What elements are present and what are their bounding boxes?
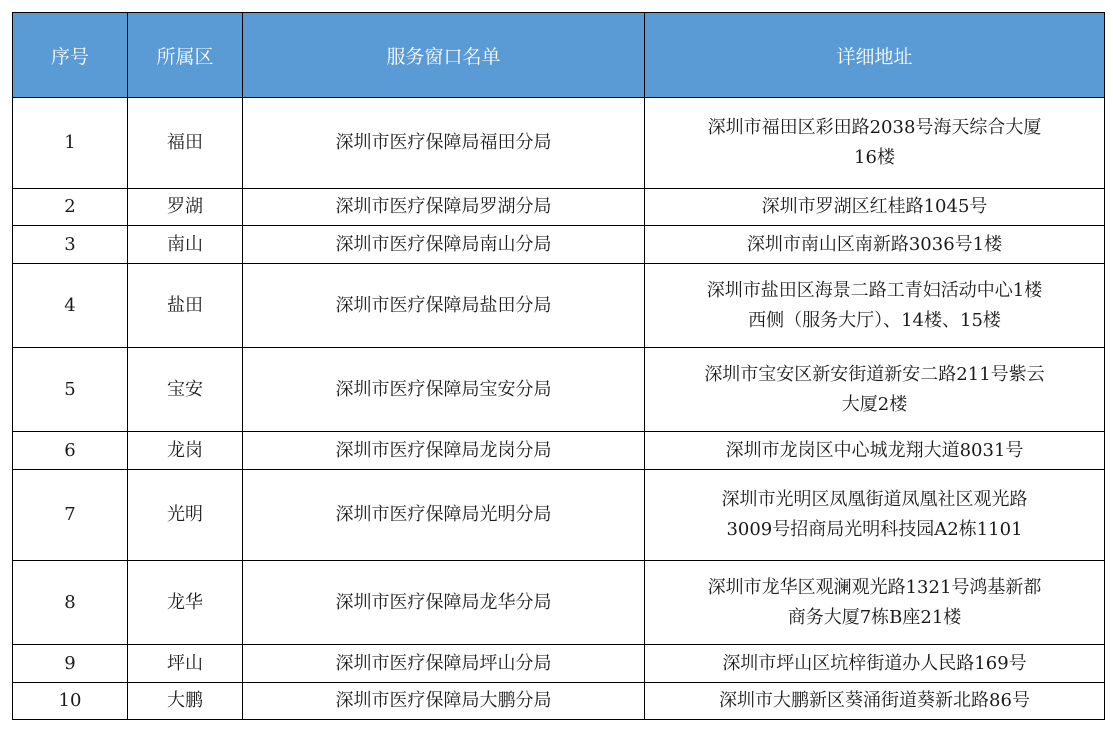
- cell-name: 深圳市医疗保障局福田分局: [243, 98, 645, 189]
- cell-no: 7: [13, 470, 128, 561]
- table-row: [13, 226, 1105, 264]
- address-line: 深圳市宝安区新安街道新安二路211号紫云: [704, 363, 1045, 385]
- address-line: 深圳市福田区彩田路2038号海天综合大厦: [707, 117, 1042, 138]
- address-line: 深圳市龙岗区中心城龙翔大道8031号: [725, 439, 1024, 461]
- header-district: 所属区: [128, 13, 243, 98]
- cell-district: 盐田: [128, 264, 243, 348]
- cell-district: 宝安: [128, 348, 243, 432]
- address-line: 深圳市光明区凤凰街道凤凰社区观光路: [721, 489, 1028, 510]
- address-line: 西侧（服务大厅）、14楼、15楼: [748, 309, 1001, 331]
- cell-district: 龙岗: [128, 432, 243, 470]
- cell-district: 坪山: [128, 645, 243, 683]
- address-line: 3009号招商局光明科技园A2栋1101: [726, 519, 1023, 540]
- address-line: 深圳市坪山区坑梓街道办人民路169号: [722, 652, 1027, 674]
- cell-no: 10: [13, 683, 128, 720]
- cell-name: 深圳市医疗保障局盐田分局: [243, 264, 645, 348]
- cell-name: 深圳市医疗保障局南山分局: [243, 226, 645, 264]
- table-header-row: [13, 13, 1105, 98]
- cell-district: 龙华: [128, 561, 243, 645]
- cell-name: 深圳市医疗保障局罗湖分局: [243, 189, 645, 226]
- cell-name: 深圳市医疗保障局大鹏分局: [243, 683, 645, 720]
- cell-no: 8: [13, 561, 128, 645]
- table-row: [13, 264, 1105, 348]
- address-line: 深圳市大鹏新区葵涌街道葵新北路86号: [719, 690, 1030, 711]
- table-row: [13, 189, 1105, 226]
- cell-no: 9: [13, 645, 128, 683]
- cell-address: [645, 645, 1105, 683]
- header-name: 服务窗口名单: [243, 13, 645, 98]
- cell-name: 深圳市医疗保障局龙华分局: [243, 561, 645, 645]
- address-line: 大厦2楼: [841, 393, 908, 415]
- cell-district: 福田: [128, 98, 243, 189]
- cell-district: 罗湖: [128, 189, 243, 226]
- cell-address: [645, 226, 1105, 264]
- header-address: 详细地址: [645, 13, 1105, 98]
- cell-address: [645, 432, 1105, 470]
- address-line: 16楼: [854, 147, 895, 168]
- cell-name: 深圳市医疗保障局光明分局: [243, 470, 645, 561]
- cell-address: [645, 348, 1105, 432]
- cell-district: 大鹏: [128, 683, 243, 720]
- table-row: [13, 432, 1105, 470]
- address-line: 商务大厦7栋B座21楼: [787, 606, 962, 628]
- cell-no: 5: [13, 348, 128, 432]
- cell-name: 深圳市医疗保障局宝安分局: [243, 348, 645, 432]
- cell-name: 深圳市医疗保障局坪山分局: [243, 645, 645, 683]
- cell-address: [645, 98, 1105, 189]
- cell-address: [645, 683, 1105, 720]
- cell-no: 3: [13, 226, 128, 264]
- cell-district: 南山: [128, 226, 243, 264]
- table-row: [13, 683, 1105, 720]
- cell-no: 1: [13, 98, 128, 189]
- service-window-table: [12, 12, 1105, 720]
- cell-no: 2: [13, 189, 128, 226]
- address-line: 深圳市南山区南新路3036号1楼: [746, 233, 1003, 255]
- cell-no: 6: [13, 432, 128, 470]
- table-row: [13, 98, 1105, 189]
- table-row: [13, 348, 1105, 432]
- address-line: 深圳市龙华区观澜观光路1321号鸿基新都: [707, 576, 1042, 598]
- table-row: [13, 470, 1105, 561]
- header-no: 序号: [13, 13, 128, 98]
- table-row: [13, 561, 1105, 645]
- table-body: [13, 98, 1105, 720]
- cell-address: [645, 189, 1105, 226]
- address-line: 深圳市罗湖区红桂路1045号: [761, 196, 988, 217]
- cell-address: [645, 561, 1105, 645]
- cell-district: 光明: [128, 470, 243, 561]
- cell-address: [645, 470, 1105, 561]
- table-row: [13, 645, 1105, 683]
- address-line: 深圳市盐田区海景二路工青妇活动中心1楼: [706, 279, 1043, 301]
- cell-name: 深圳市医疗保障局龙岗分局: [243, 432, 645, 470]
- cell-address: [645, 264, 1105, 348]
- cell-no: 4: [13, 264, 128, 348]
